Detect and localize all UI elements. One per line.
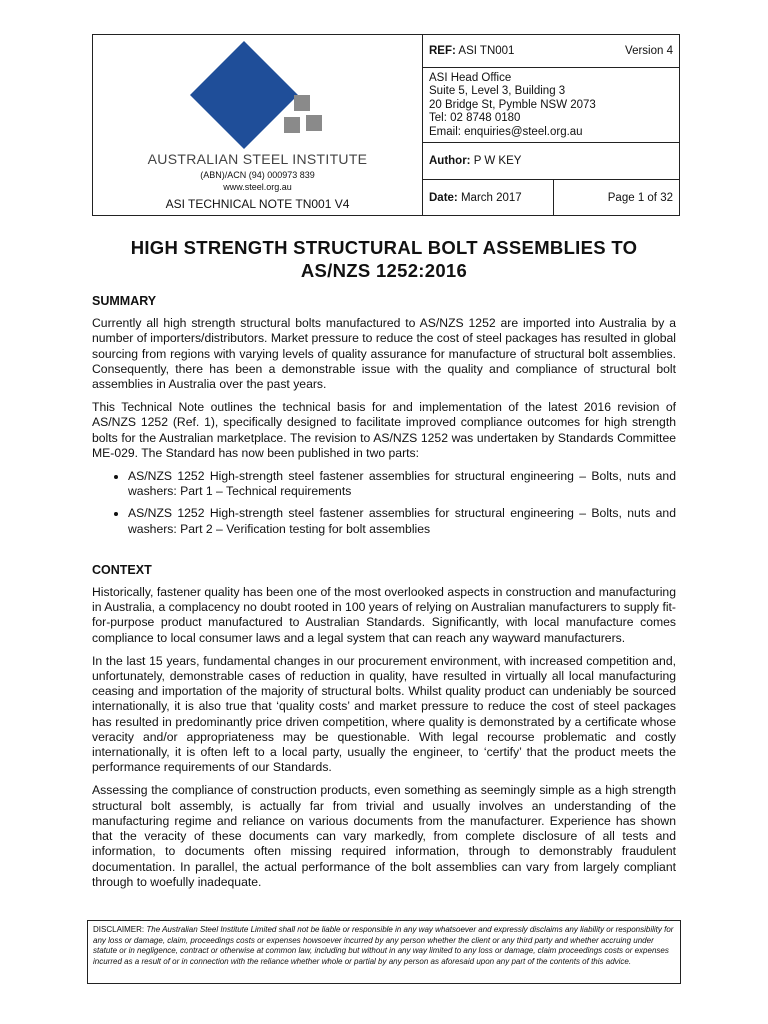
address-line: Email: enquiries@steel.org.au [429,125,583,138]
header-logo-panel [93,35,423,215]
author-row [423,143,679,180]
list-item: • AS/NZS 1252 High-strength steel fastener assemblies for structural engineering – Bolts, nuts and washers: Part 2 – Verification testing for bolt assemblies [128,506,676,536]
date-value: March 2017 [460,191,522,204]
ref-label: REF: [429,45,456,57]
author-value: P W KEY [473,155,522,167]
document-title [60,236,708,282]
address-line: Tel: 02 8748 0180 [429,112,521,125]
context-heading: CONTEXT [92,562,152,577]
document-body [92,294,676,898]
date-label: Date: [429,191,458,204]
context-paragraph-3: Assessing the compliance of construction products, even something as seemingly simple as a high strength structural bolt assembly, is actually far from trivial and usually involves an understanding of the manufacturing regime and reliance on various documents from the manufacturer. Experience has shown that the veracity of these documents can vary markedly, from complete disclosure of all tests and information, to documents often missing required information, through to demonstrably fraudulent documentation. In parallel, the actual performance of the bolt assemblies can vary from largely compliant through to woefully inadequate. [92,783,676,889]
org-website: www.steel.org.au [223,182,292,192]
org-abn: (ABN)/ACN (94) 000973 839 [200,170,315,180]
asi-logo-icon [188,39,328,149]
context-paragraph-2: In the last 15 years, fundamental changes in our procurement environment, with increased competition and, unfortunately, demonstrable cases of reduction in quality, have resulted in virtually all local manufacturing ceasing and importation of the majority of structural bolts. Whilst quality product can undeniably be sourced internationally, it is also true that ‘quality costs’ and market pressure to reduce the cost of steel packages has resulted in predominantly price driven competition, where quality is demonstrated by a certificate whose veracity and/or appropriateness may be questionable. With legal recourse problematic and costly internationally, it is often left to a local party, usually the engineer, to ‘certify’ that the product meets the performance requirements of our Standards. [92,653,676,775]
page-number: Page 1 of 32 [607,191,673,204]
org-name: AUSTRALIAN STEEL INSTITUTE [147,151,368,167]
list-item: • AS/NZS 1252 High-strength steel fastener assemblies for structural engineering – Bolts, nuts and washers: Part 1 – Technical requirements [128,469,676,499]
title-line-2: AS/NZS 1252:2016 [300,260,468,281]
disclaimer-box [87,920,681,984]
parts-list [92,469,676,537]
tech-note-label: ASI TECHNICAL NOTE TN001 V4 [165,197,350,211]
address-line: 20 Bridge St, Pymble NSW 2073 [429,98,596,111]
author-label: Author: [429,155,471,167]
address-block [423,68,679,143]
summary-heading: SUMMARY [92,294,157,308]
disclaimer-text: The Australian Steel Institute Limited shall not be liable or responsible in any way whatsoever and expressly disclaims any liability or responsibility for any loss or damage, claim, proceedings costs or expenses howsoever incurred by any person whether the client or any third party and whether accruing under statute or in negligence, contract or otherwise at common law, including but without in any way limited to any loss or damage, claim proceedings costs or expenses incurred as a result of or in connection with the reliance whether whole or partial by any person as aforesaid upon any part of the contents of this advice. [93,925,674,966]
summary-paragraph-2: This Technical Note outlines the technical basis for and implementation of the latest 2016 revision of AS/NZS 1252 (Ref. 1), specifically designed to facilitate improved compliance outcomes for high strength bolts for the Australian marketplace. The revision to AS/NZS 1252 was undertaken by Standards Committee ME-029. The Standard has now been published in two parts: [92,400,676,460]
date-row [423,180,679,215]
address-line: Suite 5, Level 3, Building 3 [429,85,566,98]
title-line-1: HIGH STRENGTH STRUCTURAL BOLT ASSEMBLIES TO [130,237,638,258]
disclaimer-label: DISCLAIMER: [93,925,145,934]
ref-value: ASI TN001 [458,45,515,57]
context-paragraph-1: Historically, fastener quality has been one of the most overlooked aspects in construction and manufacturing in Australia, a complacency no doubt rooted in 100 years of relying on Australian manufacturers to supply fit-for-purpose product manufactured to Australian Standards. Significantly, with local manufacture comes compliance to local consumer laws and a legal system that can reach any wayward manufacturers. [92,585,676,645]
document-header [92,34,680,216]
version: Version 4 [625,45,673,57]
ref-row [423,35,679,68]
header-info-panel [423,35,679,215]
summary-paragraph-1: Currently all high strength structural bolts manufactured to AS/NZS 1252 are imported into Australia by a number of importers/distributors. Market pressure to reduce the cost of steel packages has resulted in global sourcing from regions with varying levels of quality assurance for manufacture of structural bolt assemblies. Consequently, there has been a demonstrable issue with the quality and compliance of structural bolt assemblies in Australia over the past years. [92,316,676,392]
address-line: ASI Head Office [429,72,512,84]
